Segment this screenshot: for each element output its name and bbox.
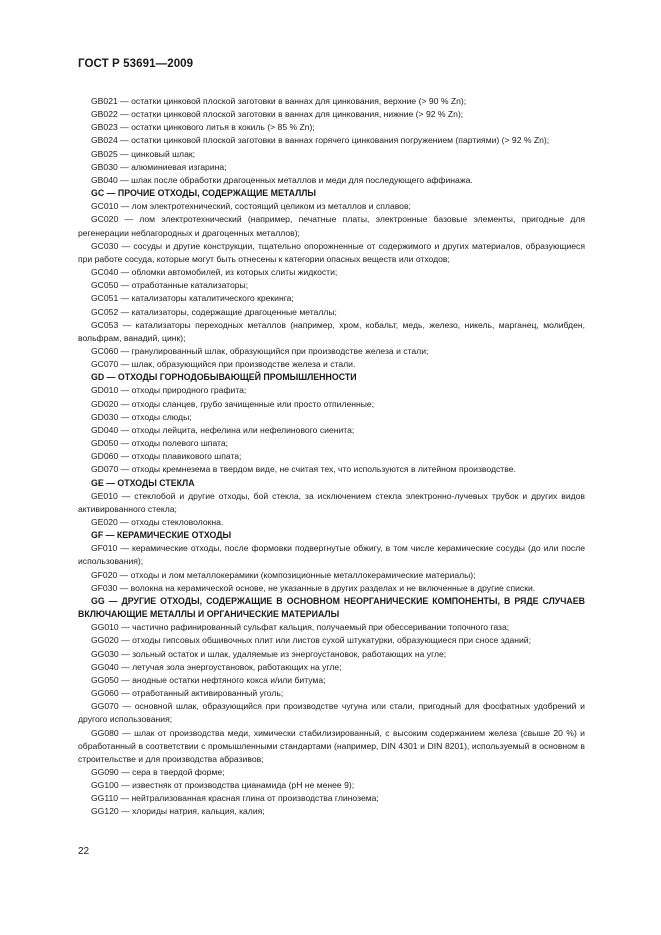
waste-code-entry: GC030 — сосуды и другие конструкции, тщательно опорожненные от содержимого и других материалов, образующиеся при работе сосуда, которые могут быть отнесены к категории опасных веществ или отходов;	[78, 240, 585, 264]
waste-code-entry: GG040 — летучая зола энергоустановок, работающих на угле;	[91, 661, 342, 672]
waste-code-entry: GC051 — катализаторы каталитического крекинга;	[91, 293, 294, 304]
waste-code-entry: GE010 — стеклобой и другие отходы, бой стекла, за исключением стекла электронно-лучевых трубок и других видов активированного стекла;	[78, 490, 585, 514]
waste-code-entry: GC053 — катализаторы переходных металлов (например, хром, кобальт, медь, железо, никель, марганец, молибден, вольфрам, ванадий, цинк);	[78, 319, 585, 343]
waste-code-entry: GB022 — остатки цинковой плоской заготовки в ваннах для цинкования, нижние (> 92 % Zn);	[91, 109, 464, 120]
waste-code-entry: GC040 — обломки автомобилей, из которых слиты жидкости;	[91, 267, 338, 278]
waste-code-entry: GB021 — остатки цинковой плоской заготовки в ваннах для цинкования, верхние (> 90 % Zn);	[91, 96, 467, 106]
waste-code-entry: GE020 — отходы стекловолокна.	[91, 517, 224, 527]
waste-code-entry: GC060 — гранулированный шлак, образующийся при производстве железа и стали;	[91, 345, 429, 356]
waste-code-entry: GG020 — отходы гипсовых обшивочных плит или листов сухой штукатурки, образующиеся при сносе зданий;	[91, 635, 531, 646]
waste-code-entry: GG090 — сера в твердой форме;	[91, 766, 225, 777]
waste-code-entry: GC010 — лом электротехнический, состоящий целиком из металлов и сплавов;	[91, 201, 411, 212]
section-heading: GC — ПРОЧИЕ ОТХОДЫ, СОДЕРЖАЩИЕ МЕТАЛЛЫ	[91, 188, 317, 199]
waste-code-entry: GG110 — нейтрализованная красная глина от производства глинозема;	[91, 793, 379, 804]
waste-code-entry: GG080 — шлак от производства меди, химически стабилизированный, с высоким содержанием железа (свыше 20 %) и обработанный в соответствии с промышленными стандартами (например, DIN 4301 и DIN 8201), используемый в основном в строительстве и для производства абразивов;	[78, 727, 585, 764]
waste-code-entry: GG070 — основной шлак, образующийся при производстве чугуна или стали, пригодный для фосфатных удобрений и другого использования;	[78, 701, 585, 725]
waste-code-entry: GB040 — шлак после обработки драгоценных металлов и меди для последующего аффинажа.	[91, 174, 473, 185]
section-heading: GG — ДРУГИЕ ОТХОДЫ, СОДЕРЖАЩИЕ В ОСНОВНОМ НЕОРГАНИЧЕСКИЕ КОМПОНЕНТЫ, В РЯДЕ СЛУЧАЕВ ВКЛЮЧАЮЩИЕ МЕТАЛЛЫ И ОРГАНИЧЕСКИЕ МАТЕРИАЛЫ	[78, 595, 585, 620]
waste-code-entry: GG050 — анодные остатки нефтяного кокса и/или битума;	[91, 674, 326, 685]
page-header: ГОСТ Р 53691—2009	[78, 58, 194, 70]
waste-code-entry: GB030 — алюминиевая изгарина;	[91, 161, 227, 172]
waste-code-entry: GF010 — керамические отходы, после формовки подвергнутые обжигу, в том числе керамические сосуды (до или после использования);	[78, 543, 585, 567]
waste-code-entry: GD030 — отходы слюды;	[91, 411, 192, 422]
waste-code-entry: GB023 — остатки цинкового литья в кокиль (> 85 % Zn);	[91, 122, 315, 133]
waste-code-entry: GG010 — частично рафинированный сульфат кальция, получаемый при обессеривании топочного газа;	[91, 622, 510, 633]
waste-code-entry: GF020 — отходы и лом металлокерамики (композиционные металлокерамические материалы);	[91, 569, 476, 580]
section-heading: GE — ОТХОДЫ СТЕКЛА	[91, 477, 195, 488]
waste-code-entry: GD060 — отходы плавикового шпата;	[91, 451, 242, 462]
waste-code-entry: GB025 — цинковый шлак;	[91, 148, 195, 159]
waste-code-entry: GC020 — лом электротехнический (например, печатные платы, электронные базовые элементы, пригодные для регенерации неблагородных и драгоценных металлов);	[78, 214, 585, 238]
waste-code-entry: GG120 — хлориды натрия, кальция, калия;	[91, 806, 265, 817]
page-number: 22	[78, 846, 90, 857]
waste-code-entry: GD040 — отходы лейцита, нефелина или нефелинового сиенита;	[91, 424, 355, 435]
waste-code-entry: GG060 — отработанный активированный уголь;	[91, 688, 284, 699]
section-heading: GD — ОТХОДЫ ГОРНОДОБЫВАЮЩЕЙ ПРОМЫШЛЕННОСТИ	[91, 372, 357, 383]
document-body	[78, 95, 585, 819]
waste-code-entry: GD020 — отходы сланцев, грубо зачищенные или просто отпиленные;	[91, 398, 375, 409]
waste-code-entry: GC070 — шлак, образующийся при производстве железа и стали.	[91, 359, 356, 370]
waste-code-entry: GC052 — катализаторы, содержащие драгоценные металлы;	[91, 306, 337, 317]
waste-code-entry: GB024 — остатки цинковой плоской заготовки в ваннах горячего цинкования погружением (партиями) (> 92 % Zn);	[91, 135, 550, 146]
waste-code-entry: GF030 — волокна на керамической основе, не указанные в других разделах и не включенные в другие списки.	[91, 582, 536, 593]
waste-code-entry: GG100 — известняк от производства цианамида (pH не менее 9);	[91, 780, 355, 791]
waste-code-entry: GD050 — отходы полевого шпата;	[91, 438, 229, 449]
waste-code-entry: GC050 — отработанные катализаторы;	[91, 280, 249, 291]
waste-code-entry: GD070 — отходы кремнезема в твердом виде, не считая тех, что используются в литейном производстве.	[91, 464, 516, 475]
section-heading: GF — КЕРАМИЧЕСКИЕ ОТХОДЫ	[91, 530, 232, 541]
waste-code-entry: GD010 — отходы природного графита;	[91, 385, 247, 396]
waste-code-entry: GG030 — зольный остаток и шлак, удаляемые из энергоустановок, работающих на угле;	[91, 648, 447, 659]
